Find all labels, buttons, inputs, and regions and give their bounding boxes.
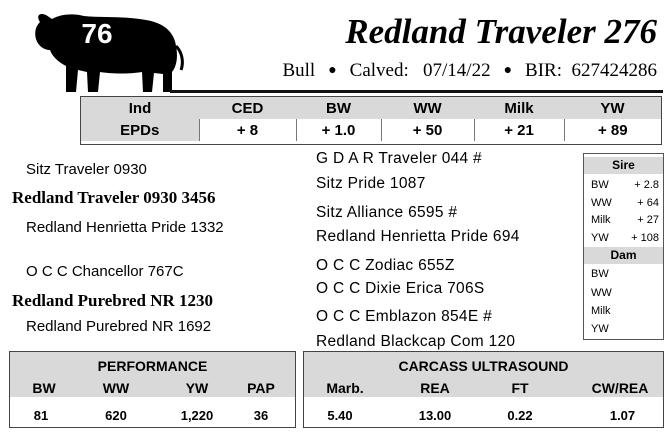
sire-epd-label: YW bbox=[591, 232, 609, 244]
epd-value-milk: + 21 bbox=[474, 119, 564, 141]
sire-epd-value: + 27 bbox=[637, 214, 659, 226]
carcass-value-rea: 13.00 bbox=[418, 408, 452, 423]
sire-epd-label: BW bbox=[591, 179, 609, 191]
performance-value-yw: 1,220 bbox=[180, 408, 214, 423]
pedigree-sire-sire: Sitz Traveler 0930 bbox=[26, 161, 147, 178]
bir-number: 627424286 bbox=[571, 60, 657, 81]
performance-col-yw: YW bbox=[185, 380, 209, 396]
dam-epd-label: Milk bbox=[591, 305, 611, 317]
bir-label: BIR: bbox=[525, 60, 562, 81]
carcass-col-marb: Marb. bbox=[326, 380, 364, 396]
animal-name: Redland Traveler 276 bbox=[345, 12, 657, 51]
carcass-value-ft: 0.22 bbox=[507, 408, 533, 423]
epd-value-yw: + 89 bbox=[564, 119, 661, 141]
carcass-value-marb: 5.40 bbox=[327, 408, 353, 423]
pedigree-ggp-8: Redland Blackcap Com 120 bbox=[316, 333, 516, 350]
sex-label: Bull bbox=[282, 60, 316, 81]
epd-table bbox=[81, 97, 661, 141]
epd-col-ced: CED bbox=[231, 99, 264, 117]
pedigree-sire: Redland Traveler 0930 3456 bbox=[12, 188, 216, 207]
dam-epd-label: YW bbox=[591, 323, 609, 335]
animal-info-line bbox=[210, 60, 657, 82]
epd-row-label-ind: Ind bbox=[128, 99, 152, 117]
epd-value-ww: + 50 bbox=[381, 119, 474, 141]
performance-col-pap: PAP bbox=[247, 380, 275, 396]
lot-number: 76 bbox=[81, 18, 113, 49]
performance-value-ww: 620 bbox=[105, 408, 127, 423]
performance-col-bw: BW bbox=[32, 380, 56, 396]
epd-col-ww: WW bbox=[413, 99, 442, 117]
calved-label: Calved: bbox=[349, 60, 409, 81]
epd-col-yw: YW bbox=[600, 99, 625, 117]
calved-date: 07/14/22 bbox=[423, 60, 491, 81]
pedigree-dam-sire: O C C Chancellor 767C bbox=[26, 263, 184, 280]
pedigree-dam: Redland Purebred NR 1230 bbox=[12, 291, 214, 310]
bullet-icon: ● bbox=[503, 63, 513, 78]
performance-col-ww: WW bbox=[102, 380, 130, 396]
pedigree-ggp-1: G D A R Traveler 044 # bbox=[316, 150, 482, 167]
dam-epd-label: BW bbox=[591, 268, 609, 280]
pedigree-sire-dam: Redland Henrietta Pride 1332 bbox=[26, 219, 224, 236]
pedigree-ggp-6: O C C Dixie Erica 706S bbox=[316, 280, 485, 297]
dam-epd-label: WW bbox=[591, 287, 612, 299]
sire-epd-title: Sire bbox=[584, 157, 663, 174]
epd-col-bw: BW bbox=[326, 99, 351, 117]
bullet-icon: ● bbox=[328, 63, 337, 78]
pedigree-dam-dam: Redland Purebred NR 1692 bbox=[26, 318, 212, 335]
epd-col-milk: Milk bbox=[504, 99, 534, 117]
carcass-value-cw-rea: 1.07 bbox=[609, 408, 636, 423]
sire-epd-label: WW bbox=[591, 197, 612, 209]
sire-epd-value: + 64 bbox=[637, 197, 659, 209]
pedigree-ggp-4: Redland Henrietta Pride 694 bbox=[316, 228, 520, 245]
epd-value-ced: + 8 bbox=[199, 119, 296, 141]
epd-value-bw: + 1.0 bbox=[296, 119, 381, 141]
pedigree-ggp-3: Sitz Alliance 6595 # bbox=[316, 204, 458, 221]
sire-epd-label: Milk bbox=[591, 214, 611, 226]
epd-row-label-epds: EPDs bbox=[81, 119, 199, 141]
pedigree-ggp-2: Sitz Pride 1087 bbox=[316, 175, 426, 192]
sire-epd-value: + 108 bbox=[631, 232, 659, 244]
performance-value-bw: 81 bbox=[33, 408, 49, 423]
pedigree-ggp-7: O C C Emblazon 854E # bbox=[316, 308, 493, 325]
pedigree-ggp-5: O C C Zodiac 655Z bbox=[316, 257, 455, 274]
sire-epd-value: + 2.8 bbox=[634, 179, 659, 191]
header-divider bbox=[170, 90, 663, 93]
dam-epd-title: Dam bbox=[584, 247, 663, 264]
performance-value-pap: 36 bbox=[253, 408, 269, 423]
carcass-col-cw-rea: CW/REA bbox=[591, 380, 649, 396]
carcass-title: CARCASS ULTRASOUND bbox=[398, 358, 569, 374]
performance-title: PERFORMANCE bbox=[97, 358, 208, 374]
carcass-col-rea: REA bbox=[420, 380, 450, 396]
carcass-col-ft: FT bbox=[511, 380, 529, 396]
